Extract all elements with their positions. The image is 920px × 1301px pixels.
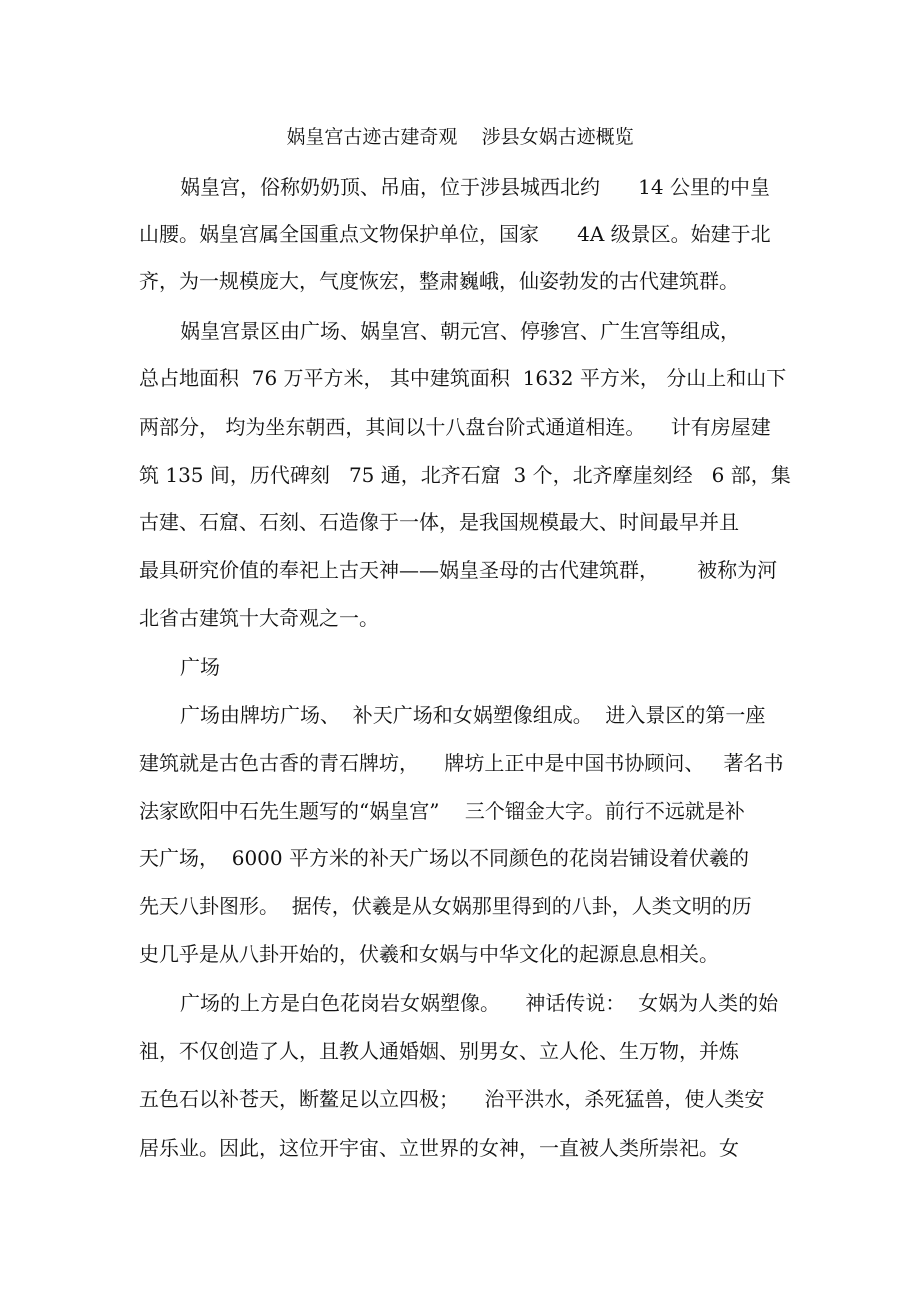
paragraph-line: 最具研究价值的奉祀上古天神——娲皇圣母的古代建筑群， 被称为河 (139, 558, 778, 582)
paragraph-line: 史几乎是从八卦开始的，伏羲和女娲与中华文化的起源息息相关。 (139, 942, 719, 966)
paragraph-line: 山腰。娲皇宫属全国重点文物保护单位，国家 4A 级景区。始建于北 (139, 222, 771, 246)
section-heading: 广场 (180, 655, 220, 679)
document-title: 娲皇宫古迹古建奇观 涉县女娲古迹概览 (286, 126, 634, 148)
paragraph-line: 建筑就是古色古香的青石牌坊， 牌坊上正中是中国书协顾问、 著名书 (139, 751, 784, 775)
paragraph-line: 天广场， 6000 平方米的补天广场以不同颜色的花岗岩铺设着伏羲的 (139, 846, 749, 870)
paragraph-line: 广场由牌坊广场、 补天广场和女娲塑像组成。 进入景区的第一座 (180, 703, 766, 727)
paragraph-line: 古建、石窟、石刻、石造像于一体，是我国规模最大、时间最早并且 (139, 510, 739, 534)
paragraph-line: 广场的上方是白色花岗岩女娲塑像。 神话传说： 女娲为人类的始 (180, 991, 779, 1015)
paragraph-line: 娲皇宫，俗称奶奶顶、吊庙，位于涉县城西北约 14 公里的中皇 (180, 175, 770, 199)
paragraph-line: 祖，不仅创造了人，且教人通婚姻、别男女、立人伦、生万物，并炼 (139, 1039, 739, 1063)
paragraph-line: 五色石以补苍天，断鳌足以立四极； 治平洪水，杀死猛兽，使人类安 (139, 1087, 765, 1111)
paragraph-line: 筑 135 间，历代碑刻 75 通，北齐石窟 3 个，北齐摩崖刻经 6 部，集 (139, 463, 791, 487)
paragraph-line: 先天八卦图形。 据传，伏羲是从女娲那里得到的八卦，人类文明的历 (139, 894, 752, 918)
paragraph-line: 娲皇宫景区由广场、娲皇宫、朝元宫、停骖宫、广生宫等组成， (180, 319, 740, 343)
paragraph-line: 法家欧阳中石先生题写的“娲皇宫” 三个镏金大字。前行不远就是补 (139, 799, 745, 823)
paragraph-line: 居乐业。因此，这位开宇宙、立世界的女神，一直被人类所崇祀。女 (139, 1136, 739, 1160)
paragraph-line: 齐，为一规模庞大，气度恢宏，整肃巍峨，仙姿勃发的古代建筑群。 (139, 269, 739, 293)
paragraph-line: 两部分， 均为坐东朝西，其间以十八盘台阶式通道相连。 计有房屋建 (139, 415, 771, 439)
paragraph-line: 北省古建筑十大奇观之一。 (139, 606, 379, 630)
paragraph-line: 总占地面积 76 万平方米， 其中建筑面积 1632 平方米， 分山上和山下 (139, 366, 787, 390)
